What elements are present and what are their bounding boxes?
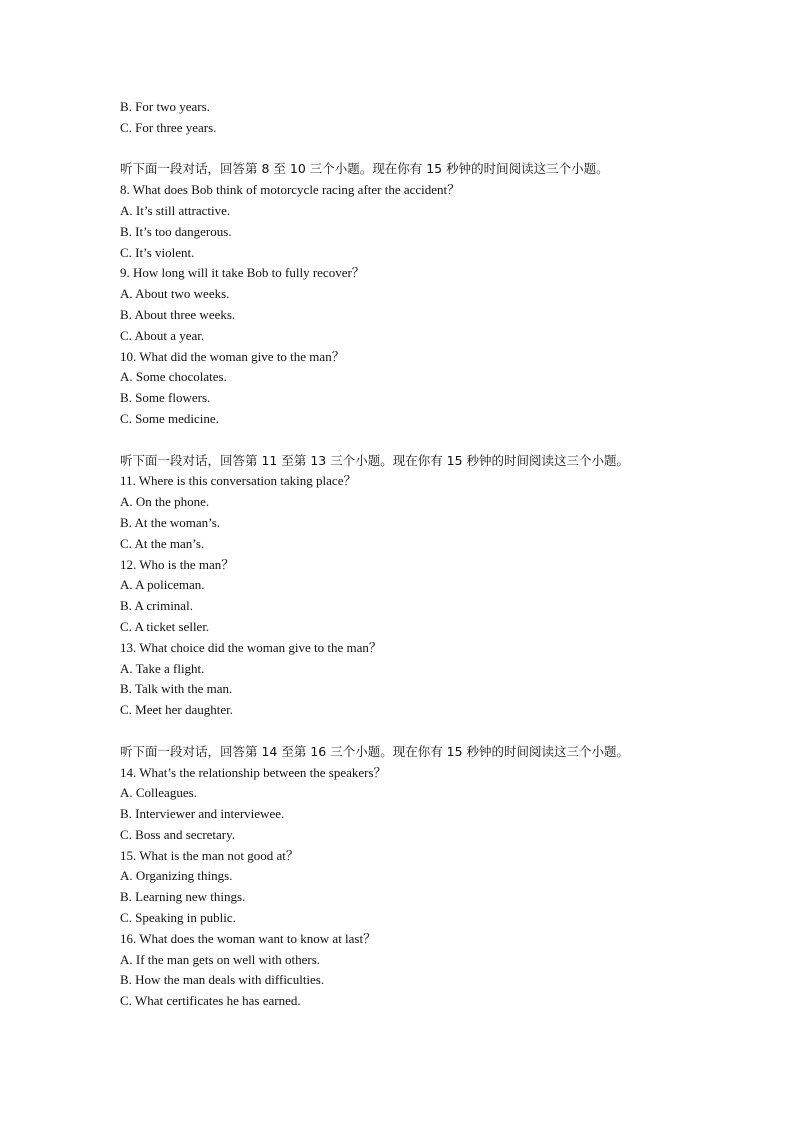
section-instruction: 听下面一段对话，回答第 8 至 10 三个小题。现在你有 15 秒钟的时间阅读这三个小题。 bbox=[120, 161, 609, 177]
option-line: C. Meet her daughter. bbox=[120, 702, 233, 718]
question-text: 11. Where is this conversation taking place？ bbox=[120, 473, 357, 489]
option-line: B. At the woman’s. bbox=[120, 514, 221, 530]
option-line: B. Interviewer and interviewee. bbox=[120, 806, 285, 822]
listening-section bbox=[120, 742, 720, 1012]
option-line: C. For three years. bbox=[120, 119, 217, 135]
question-text: 14. What’s the relationship between the speakers？ bbox=[120, 764, 387, 780]
option-line: C. Some medicine. bbox=[120, 410, 219, 426]
option-line: C. It’s violent. bbox=[120, 244, 195, 260]
listening-section bbox=[120, 159, 720, 429]
question-text: 9. How long will it take Bob to fully recover？ bbox=[120, 265, 365, 281]
option-line: B. About three weeks. bbox=[120, 306, 236, 322]
section-instruction: 听下面一段对话，回答第 14 至第 16 三个小题。现在你有 15 秒钟的时间阅读这三个小题。 bbox=[120, 743, 630, 759]
option-line: B. A criminal. bbox=[120, 598, 193, 614]
option-line: C. Boss and secretary. bbox=[120, 826, 236, 842]
section-instruction: 听下面一段对话，回答第 11 至第 13 三个小题。现在你有 15 秒钟的时间阅读这三个小题。 bbox=[120, 452, 630, 468]
option-line: C. A ticket seller. bbox=[120, 618, 210, 634]
option-line: A. If the man gets on well with others. bbox=[120, 951, 321, 967]
option-line: C. What certificates he has earned. bbox=[120, 993, 301, 1009]
option-line: A. Some chocolates. bbox=[120, 369, 227, 385]
section-gap bbox=[120, 430, 720, 451]
question-text: 12. Who is the man？ bbox=[120, 556, 235, 572]
question-text: 15. What is the man not good at？ bbox=[120, 847, 299, 863]
section-gap bbox=[120, 721, 720, 742]
question-text: 16. What does the woman want to know at last？ bbox=[120, 930, 377, 946]
option-line: A. A policeman. bbox=[120, 577, 205, 593]
question-text: 8. What does Bob think of motorcycle racing after the accident？ bbox=[120, 182, 461, 198]
option-line: A. Colleagues. bbox=[120, 785, 197, 801]
option-line: C. At the man’s. bbox=[120, 535, 205, 551]
question-text: 10. What did the woman give to the man？ bbox=[120, 348, 345, 364]
option-line: C. About a year. bbox=[120, 327, 205, 343]
option-line: B. It’s too dangerous. bbox=[120, 223, 232, 239]
option-line: B. Talk with the man. bbox=[120, 681, 233, 697]
question-text: 13. What choice did the woman give to the man？ bbox=[120, 639, 382, 655]
option-line: B. How the man deals with difficulties. bbox=[120, 972, 325, 988]
option-line: B. Some flowers. bbox=[120, 390, 211, 406]
option-line: C. Speaking in public. bbox=[120, 910, 236, 926]
option-line: A. It’s still attractive. bbox=[120, 202, 231, 218]
option-line: A. Take a flight. bbox=[120, 660, 205, 676]
section-gap bbox=[120, 139, 720, 160]
listening-section bbox=[120, 451, 720, 721]
option-line: B. Learning new things. bbox=[120, 889, 246, 905]
option-line: A. Organizing things. bbox=[120, 868, 233, 884]
option-line: A. About two weeks. bbox=[120, 286, 230, 302]
option-line: B. For two years. bbox=[120, 99, 210, 114]
option-line: A. On the phone. bbox=[120, 494, 210, 510]
document-page bbox=[120, 97, 720, 1012]
